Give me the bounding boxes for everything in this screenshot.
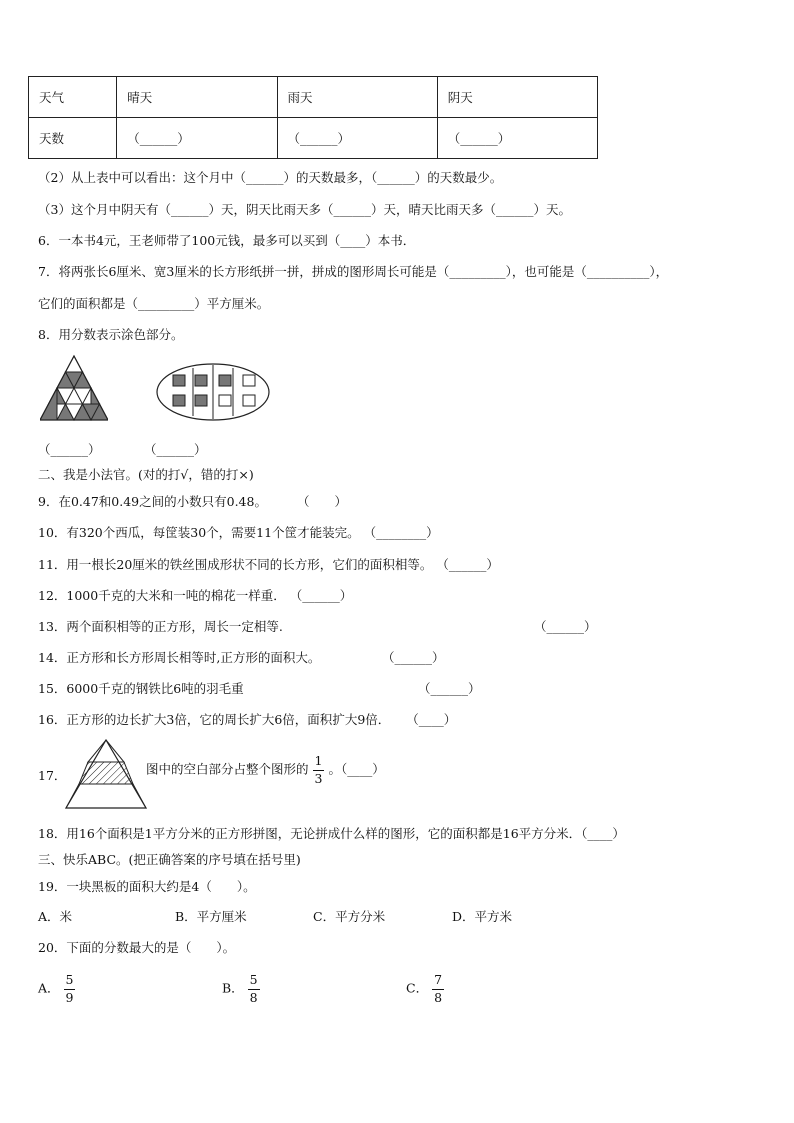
fraction-denominator: 9 bbox=[65, 989, 74, 1005]
fraction bbox=[248, 974, 260, 1004]
q20-option-b[interactable] bbox=[222, 974, 260, 1004]
table-header-row bbox=[29, 77, 598, 118]
question-line-3: （3）这个月中阴天有（______）天，阴天比雨天多（______）天，晴天比雨天多（______）天。 bbox=[38, 202, 571, 217]
table-blank-cell[interactable]: （______） bbox=[437, 118, 597, 159]
question-8: 8．用分数表示涂色部分。 bbox=[38, 327, 184, 342]
table-blank-cell[interactable]: （______） bbox=[117, 118, 277, 159]
q20-option-c[interactable] bbox=[406, 974, 444, 1004]
fraction-denominator: 8 bbox=[434, 989, 443, 1005]
fraction-numerator: 1 bbox=[313, 755, 325, 771]
question-7-cont: 它们的面积都是（_________）平方厘米。 bbox=[38, 296, 270, 311]
question-text: 10．有320个西瓜，每筐装30个，需要11个筐才能装完。 bbox=[38, 525, 360, 540]
question-12 bbox=[38, 586, 352, 604]
question-13: 13．两个面积相等的正方形，周长一定相等. bbox=[38, 619, 283, 634]
answer-blank[interactable]: （______） bbox=[534, 619, 597, 634]
fraction-one-third bbox=[313, 755, 325, 785]
question-9 bbox=[38, 492, 347, 510]
question-7: 7．将两张长6厘米、宽3厘米的长方形纸拼一拼，拼成的图形周长可能是（_________），也可能是（__________）， bbox=[38, 264, 669, 279]
q19-option-d[interactable]: D．平方米 bbox=[452, 909, 513, 924]
question-15: 15．6000千克的钢铁比6吨的羽毛重 bbox=[38, 681, 244, 696]
q20-option-a[interactable] bbox=[38, 974, 75, 1004]
answer-blank[interactable]: （____） bbox=[406, 712, 457, 727]
question-17-number: 17． bbox=[38, 768, 67, 783]
fraction-denominator: 8 bbox=[249, 989, 258, 1005]
q19-option-b[interactable]: B．平方厘米 bbox=[175, 909, 247, 924]
question-17 bbox=[146, 755, 385, 785]
answer-blank[interactable]: （______） bbox=[418, 681, 481, 696]
option-label: C． bbox=[406, 980, 429, 996]
fraction-numerator: 5 bbox=[248, 974, 260, 990]
fraction-denominator: 3 bbox=[314, 770, 323, 786]
q8-answer-blank-2[interactable]: （______） bbox=[144, 442, 207, 457]
fraction-numerator: 5 bbox=[64, 974, 76, 990]
fraction-numerator: 7 bbox=[432, 974, 444, 990]
table-header-cell: 晴天 bbox=[117, 77, 277, 118]
question-text: 12．1000千克的大米和一吨的棉花一样重． bbox=[38, 588, 286, 603]
q8-answer-blank-1[interactable]: （______） bbox=[38, 442, 101, 457]
question-10 bbox=[38, 523, 439, 541]
section-3-title: 三、快乐ABC。(把正确答案的序号填在括号里) bbox=[38, 852, 301, 867]
table-blank-cell[interactable]: （______） bbox=[277, 118, 437, 159]
option-label: B． bbox=[222, 980, 244, 996]
answer-blank[interactable]: （ ） bbox=[296, 494, 347, 509]
question-20: 20．下面的分数最大的是（ ）。 bbox=[38, 940, 236, 955]
shaded-triangle-figure bbox=[40, 354, 108, 424]
question-text: 11．用一根长20厘米的铁丝围成形状不同的长方形，它们的面积相等。 bbox=[38, 557, 433, 572]
fraction bbox=[432, 974, 444, 1004]
answer-blank[interactable]: 。（____） bbox=[328, 761, 385, 777]
table-header-cell: 天气 bbox=[29, 77, 117, 118]
table-header-cell: 雨天 bbox=[277, 77, 437, 118]
fraction bbox=[64, 974, 76, 1004]
question-14: 14．正方形和长方形周长相等时,正方形的面积大。 bbox=[38, 650, 321, 665]
question-19: 19．一块黑板的面积大约是4（ ）。 bbox=[38, 879, 256, 894]
option-label: A． bbox=[38, 980, 60, 996]
question-text: 9．在0.47和0.49之间的小数只有0.48。 bbox=[38, 494, 267, 509]
shaded-squares-oval-figure bbox=[155, 362, 271, 422]
question-11 bbox=[38, 555, 499, 573]
answer-blank[interactable]: （________） bbox=[363, 525, 439, 540]
table-row bbox=[29, 118, 598, 159]
q19-option-c[interactable]: C．平方分米 bbox=[313, 909, 386, 924]
answer-blank[interactable]: （______） bbox=[436, 557, 499, 572]
table-row-label: 天数 bbox=[29, 118, 117, 159]
section-2-title: 二、我是小法官。(对的打√，错的打×) bbox=[38, 467, 254, 482]
question-18: 18．用16个面积是1平方分米的正方形拼图，无论拼成什么样的图形，它的面积都是16平方分米．（____） bbox=[38, 826, 625, 841]
weather-table bbox=[28, 76, 598, 159]
table-header-cell: 阴天 bbox=[437, 77, 597, 118]
question-line-2: （2）从上表中可以看出：这个月中（______）的天数最多，（______）的天数最少。 bbox=[38, 170, 503, 185]
answer-blank[interactable]: （______） bbox=[382, 650, 445, 665]
q19-option-a[interactable]: A．米 bbox=[38, 909, 73, 924]
hatched-triangle-figure bbox=[64, 738, 148, 810]
question-16 bbox=[38, 710, 456, 728]
answer-blank[interactable]: （______） bbox=[289, 588, 353, 603]
question-text: 图中的空白部分占整个图形的 bbox=[146, 761, 309, 777]
question-text: 16．正方形的边长扩大3倍，它的周长扩大6倍，面积扩大9倍． bbox=[38, 712, 391, 727]
question-6: 6．一本书4元，王老师带了100元钱，最多可以买到（____）本书． bbox=[38, 233, 416, 248]
